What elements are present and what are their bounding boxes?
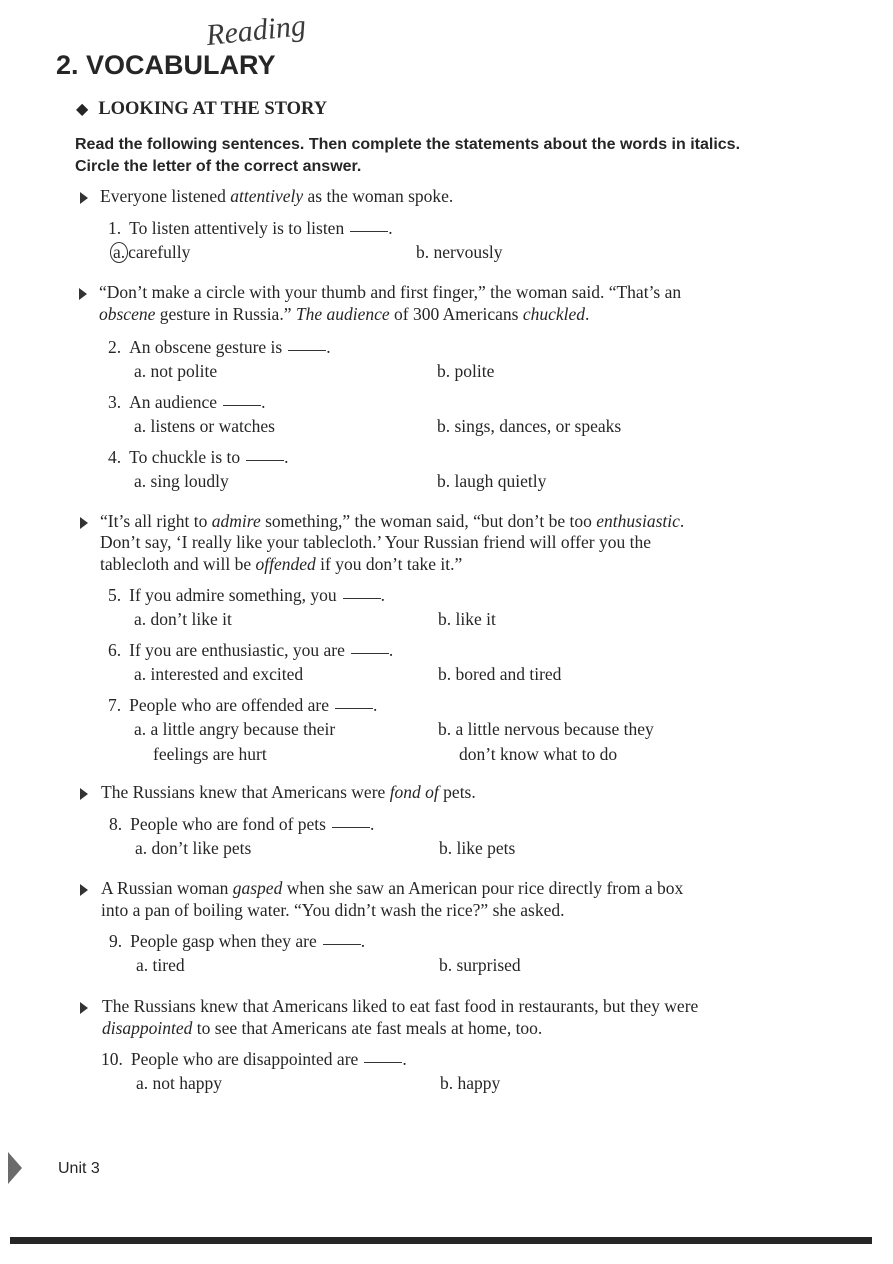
- bullet-triangle-icon: [80, 788, 88, 800]
- statement-text: of 300 Americans: [389, 304, 523, 324]
- page-turn-icon: [8, 1152, 22, 1184]
- statement-line: [101, 782, 476, 803]
- question-stem: [108, 447, 289, 468]
- question-text: People gasp when they are: [130, 931, 317, 951]
- statement-line: [100, 532, 651, 553]
- option-a[interactable]: a. not happy: [136, 1073, 223, 1093]
- option-b[interactable]: b. polite: [437, 361, 495, 381]
- question-period: .: [388, 218, 393, 238]
- option-b-continuation: don’t know what to do: [459, 744, 618, 764]
- circled-answer-mark: a.: [110, 242, 128, 263]
- instructions-line-2: Circle the letter of the correct answer.: [75, 158, 362, 175]
- option-b[interactable]: b. bored and tired: [438, 664, 562, 684]
- question-period: .: [380, 585, 386, 605]
- answer-blank[interactable]: [335, 707, 373, 709]
- option-b[interactable]: b. laugh quietly: [437, 471, 547, 491]
- bullet-triangle-icon: [80, 192, 88, 204]
- statement-line: [102, 1018, 542, 1039]
- bullet-triangle-icon: [80, 884, 88, 896]
- statement-text: tablecloth and will be: [100, 554, 256, 574]
- question-text: If you are enthusiastic, you are: [129, 640, 345, 660]
- answer-blank[interactable]: [288, 349, 326, 351]
- statement-line: [102, 996, 698, 1017]
- option-a[interactable]: a. don’t like it: [134, 609, 232, 629]
- option-a[interactable]: a. not polite: [134, 361, 218, 381]
- option-a-continuation: feelings are hurt: [153, 744, 267, 764]
- answer-blank[interactable]: [246, 459, 284, 461]
- statement-text: “It’s all right to: [100, 511, 212, 531]
- question-period: .: [261, 392, 266, 412]
- question-text: To listen attentively is to listen: [129, 218, 345, 238]
- italic-term: disappointed: [102, 1018, 193, 1038]
- statement-text: Everyone listened: [100, 186, 231, 206]
- italic-term: obscene: [99, 304, 156, 324]
- question-period: .: [373, 695, 378, 715]
- italic-term: The audience: [295, 304, 390, 324]
- option-b[interactable]: b. like pets: [439, 838, 516, 858]
- statement-text: into a pan of boiling water. “You didn’t wash the rice?” she asked.: [101, 900, 565, 920]
- diamond-icon: ◆: [76, 99, 89, 118]
- bottom-rule: [10, 1237, 872, 1244]
- question-number: 4.: [108, 447, 122, 467]
- question-period: .: [326, 337, 331, 357]
- statement-text: Don’t say, ‘I really like your tablecloth.’ Your Russian friend will offer you the: [100, 532, 651, 552]
- option-a[interactable]: a. tired: [136, 955, 185, 975]
- italic-term: attentively: [230, 186, 304, 206]
- question-number: 5.: [108, 585, 122, 605]
- question-stem: [108, 337, 331, 358]
- italic-term: chuckled: [522, 304, 585, 324]
- question-period: .: [402, 1049, 407, 1069]
- answer-blank[interactable]: [351, 652, 389, 654]
- answer-blank[interactable]: [323, 943, 361, 945]
- statement-line: [99, 304, 589, 325]
- bullet-triangle-icon: [79, 288, 87, 300]
- question-text: An audience: [129, 392, 218, 412]
- answer-blank[interactable]: [364, 1061, 402, 1063]
- statement-line: [101, 878, 683, 899]
- statement-text: gesture in Russia.”: [155, 304, 296, 324]
- option-b[interactable]: b. a little nervous because they: [438, 719, 654, 739]
- question-number: 8.: [109, 814, 123, 834]
- question-stem: [108, 392, 265, 413]
- option-a[interactable]: a. a little angry because their: [134, 719, 336, 739]
- question-number: 10.: [101, 1049, 123, 1069]
- question-stem: [109, 814, 374, 835]
- page-title: 2. VOCABULARY: [56, 50, 276, 80]
- bullet-triangle-icon: [80, 1002, 88, 1014]
- question-stem: [108, 585, 385, 606]
- answer-blank[interactable]: [350, 230, 388, 232]
- question-stem: [108, 640, 393, 661]
- question-text: If you admire something, you: [129, 585, 337, 605]
- question-stem: [108, 695, 377, 716]
- section-heading: [76, 99, 327, 120]
- answer-blank[interactable]: [343, 597, 381, 599]
- statement-text: as the woman spoke.: [303, 186, 454, 206]
- statement-text: when she saw an American pour rice directly from a box: [282, 878, 684, 898]
- statement-line: [101, 900, 565, 921]
- question-text: An obscene gesture is: [129, 337, 283, 357]
- option-a[interactable]: [110, 242, 190, 263]
- statement-text: something,” the woman said, “but don’t be too: [260, 511, 597, 531]
- question-text: People who are offended are: [129, 695, 329, 715]
- statement-text: if you don’t take it.”: [315, 554, 463, 574]
- bullet-triangle-icon: [80, 517, 88, 529]
- question-text: People who are disappointed are: [130, 1049, 359, 1069]
- statement-line: [100, 511, 684, 532]
- handwritten-annotation: Reading: [204, 8, 308, 53]
- question-stem: [109, 931, 365, 952]
- statement-text: pets.: [438, 782, 476, 802]
- question-number: 9.: [109, 931, 123, 951]
- question-stem: [108, 218, 393, 239]
- question-text: To chuckle is to: [129, 447, 241, 467]
- statement-line: [100, 186, 453, 207]
- italic-term: offended: [255, 554, 316, 574]
- question-number: 7.: [108, 695, 122, 715]
- instructions-line-1: Read the following sentences. Then complete the statements about the words in italics.: [75, 136, 741, 153]
- statement-line: [100, 554, 462, 575]
- statement-text: “Don’t make a circle with your thumb and first finger,” the woman said. “That’s an: [99, 282, 682, 302]
- question-number: 1.: [108, 218, 122, 238]
- italic-term: admire: [211, 511, 261, 531]
- section-heading-text: LOOKING AT THE STORY: [98, 99, 328, 119]
- question-period: .: [388, 640, 394, 660]
- statement-line: [99, 282, 681, 303]
- italic-term: fond of: [389, 782, 439, 802]
- question-number: 6.: [108, 640, 122, 660]
- question-period: .: [284, 447, 289, 467]
- answer-blank[interactable]: [223, 404, 261, 406]
- question-number: 3.: [108, 392, 122, 412]
- option-b[interactable]: b. nervously: [416, 242, 503, 262]
- option-b[interactable]: b. happy: [440, 1073, 501, 1093]
- statement-text: The Russians knew that Americans liked to eat fast food in restaurants, but they were: [102, 996, 699, 1016]
- option-a-text: carefully: [128, 242, 191, 262]
- statement-text: A Russian woman: [101, 878, 233, 898]
- unit-label: Unit 3: [58, 1160, 100, 1177]
- option-a[interactable]: a. listens or watches: [134, 416, 275, 436]
- answer-blank[interactable]: [332, 826, 370, 828]
- question-period: .: [360, 931, 366, 951]
- question-period: .: [369, 814, 375, 834]
- option-a[interactable]: a. interested and excited: [134, 664, 304, 684]
- option-b[interactable]: b. surprised: [439, 955, 521, 975]
- question-text: People who are fond of pets: [130, 814, 326, 834]
- option-a[interactable]: a. don’t like pets: [135, 838, 252, 858]
- statement-text: to see that Americans ate fast meals at home, too.: [192, 1018, 543, 1038]
- option-b[interactable]: b. like it: [438, 609, 496, 629]
- italic-term: gasped: [232, 878, 283, 898]
- question-stem: [101, 1049, 407, 1070]
- italic-term: enthusiastic: [596, 511, 680, 531]
- statement-text: .: [679, 511, 685, 531]
- option-b[interactable]: b. sings, dances, or speaks: [437, 416, 622, 436]
- statement-text: The Russians knew that Americans were: [101, 782, 390, 802]
- statement-text: .: [585, 304, 590, 324]
- option-a[interactable]: a. sing loudly: [134, 471, 229, 491]
- question-number: 2.: [108, 337, 122, 357]
